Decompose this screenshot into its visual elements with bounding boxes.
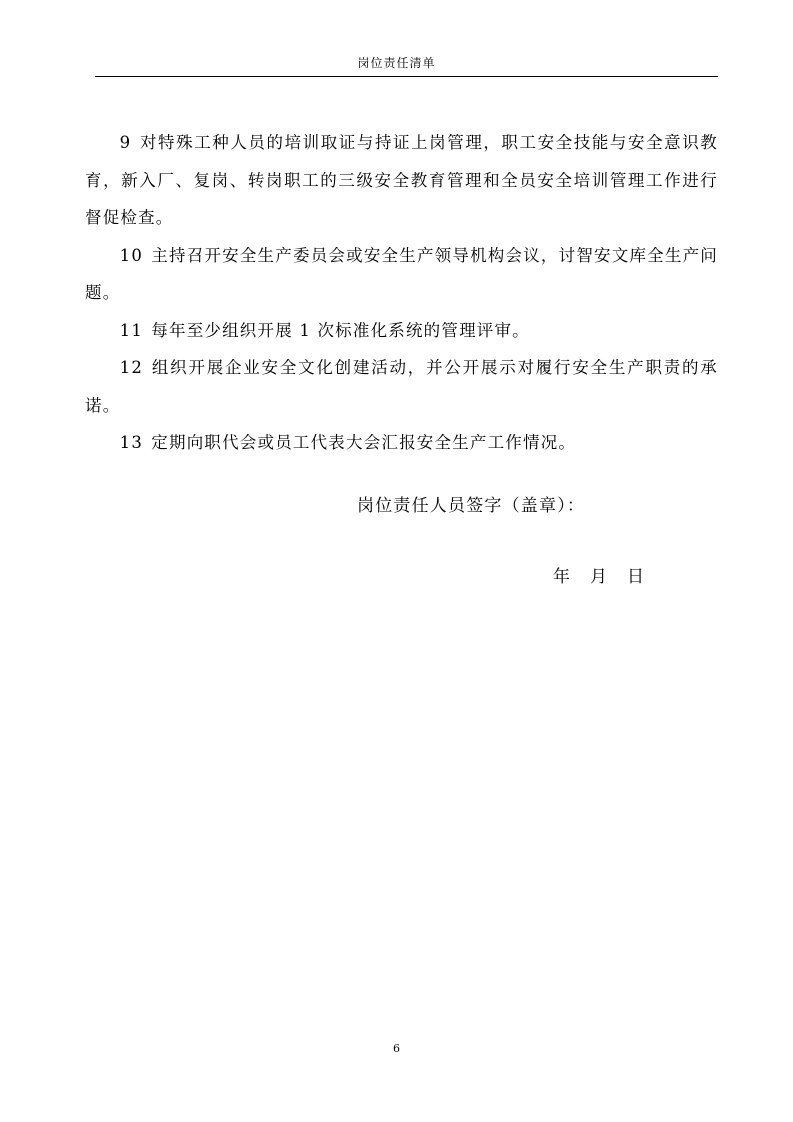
item-text: 每年至少组织开展 1 次标准化系统的管理评审。 <box>151 320 530 340</box>
item-number: 13 <box>119 433 144 452</box>
item-text: 定期向职代会或员工代表大会汇报安全生产工作情况。 <box>151 433 577 452</box>
list-item <box>85 312 718 350</box>
item-text: 组织开展企业安全文化创建活动，并公开展示对履行安全生产职责的承诺。 <box>85 358 718 415</box>
list-item <box>85 349 718 424</box>
date-day-label: 日 <box>627 567 644 587</box>
item-number: 10 <box>119 245 144 265</box>
item-number: 11 <box>119 320 144 340</box>
item-number: 12 <box>119 358 144 377</box>
list-item <box>85 237 718 312</box>
item-number: 9 <box>119 133 132 152</box>
signature-label: 岗位责任人员签字（盖章）： <box>357 496 586 516</box>
item-text: 主持召开安全生产委员会或安全生产领导机构会议，讨智安文库全生产问题。 <box>85 245 718 302</box>
date-month-label: 月 <box>590 567 607 587</box>
item-text: 对特殊工种人员的培训取证与持证上岗管理，职工安全技能与安全意识教育，新入厂、复岗、转岗职工的三级安全教育管理和全员安全培训管理工作进行督促检查。 <box>85 133 718 227</box>
page-header-title: 岗位责任清单 <box>357 56 436 70</box>
date-year-label: 年 <box>553 567 570 587</box>
responsibility-list <box>85 124 718 462</box>
list-item <box>85 424 718 462</box>
date-line <box>553 565 644 589</box>
list-item <box>85 124 718 237</box>
page-number: 6 <box>393 1042 400 1055</box>
header-divider <box>95 76 718 77</box>
